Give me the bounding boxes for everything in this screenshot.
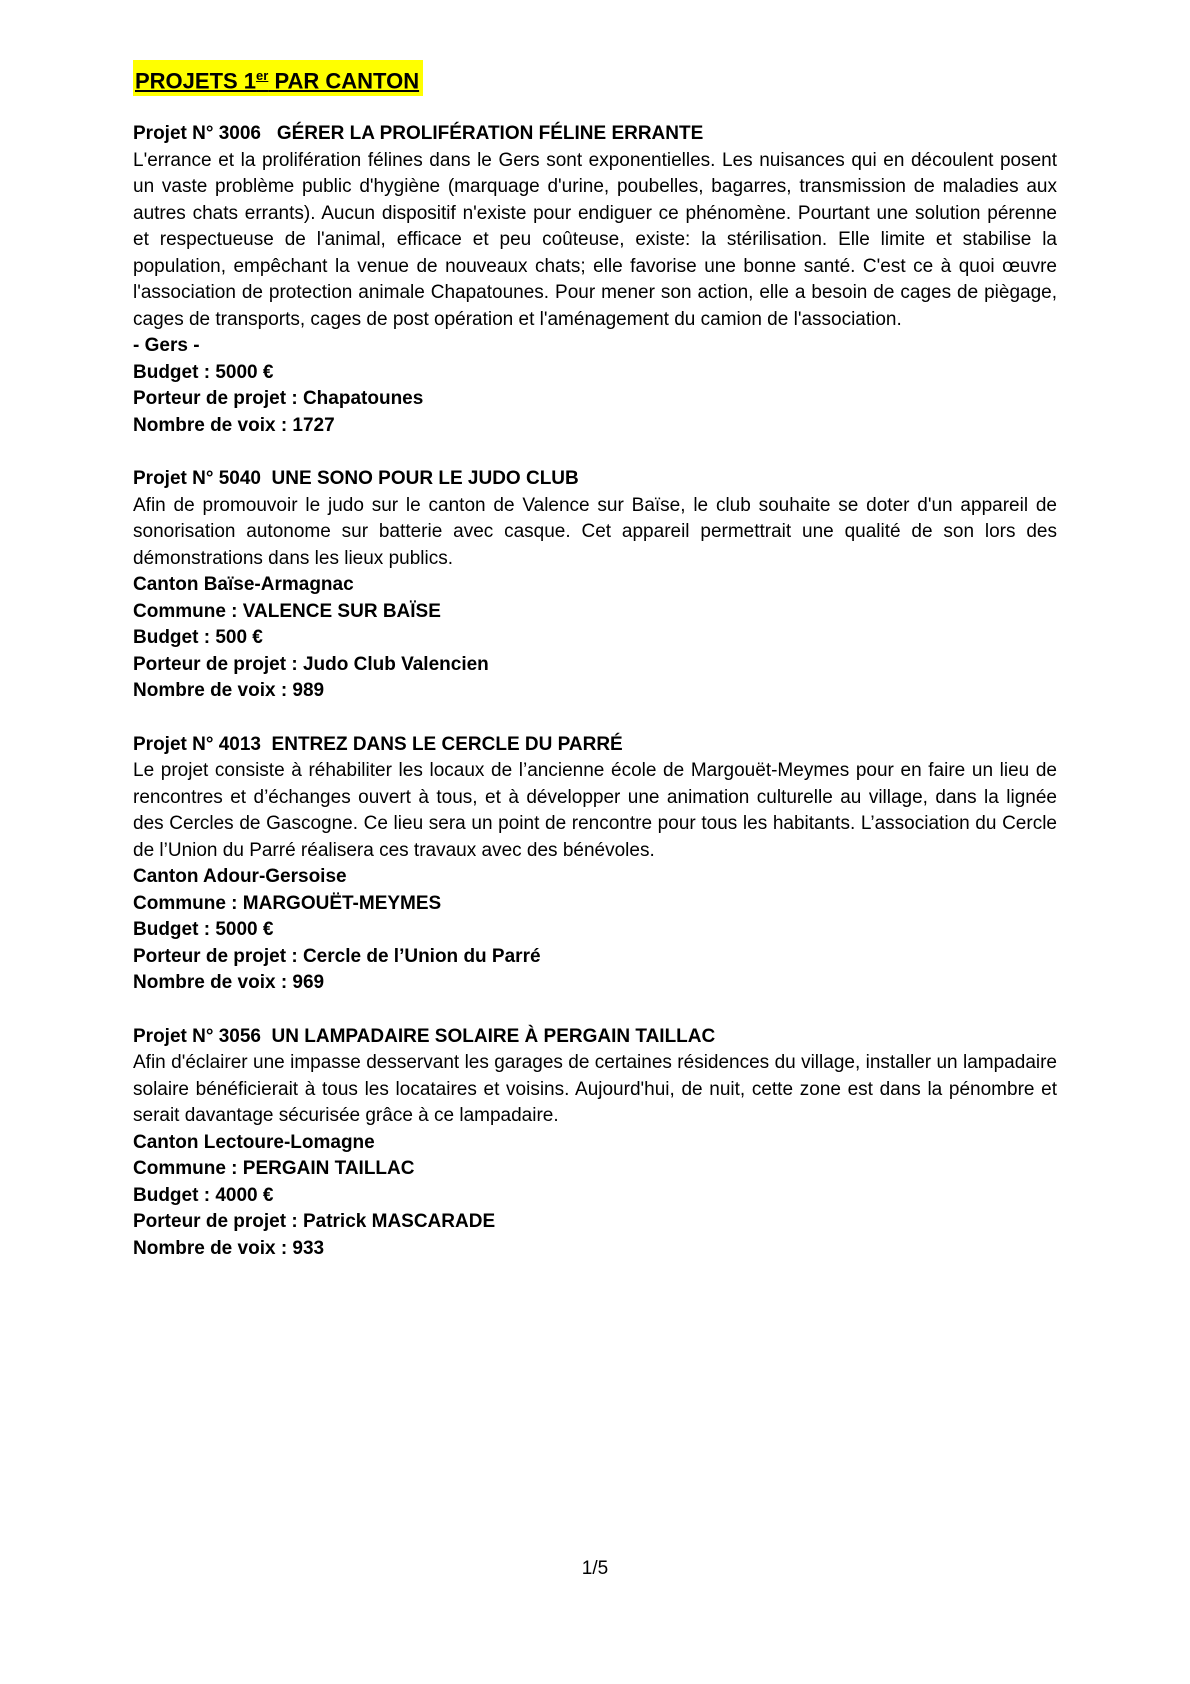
project-description: L'errance et la prolifération félines dans le Gers sont exponentielles. Les nuisances qui en découlent posent un vaste problème public d'hygiène (marquage d'urine, poubelles, bagarres, transmission de maladies aux autres chats errants). Aucun dispositif n'existe pour endiguer ce phénomène. Pourtant une solution pérenne et respectueuse de l'animal, efficace et peu coûteuse, existe: la stérilisation. Elle limite et stabilise la population, empêchant la venue de nouveaux chats; elle favorise une bonne santé. C'est ce à quoi œuvre l'association de protection animale Chapatounes. Pour mener son action, elle a besoin de cages de piègage, cages de transports, cages de post opération et l'aménagement du camion de l'association.: [133, 149, 1057, 330]
project-location-line: - Gers -: [133, 335, 200, 357]
page-number: 1/5: [581, 1558, 609, 1579]
project-budget-line: Budget : 5000 €: [133, 361, 274, 383]
project-commune-line: Commune : MARGOUËT-MEYMES: [133, 892, 442, 914]
project-budget-line: Budget : 500 €: [133, 627, 263, 649]
project-section-3006: [133, 121, 1057, 439]
project-description: Afin de promouvoir le judo sur le canton de Valence sur Baïse, le club souhaite se doter d'un appareil de sonorisation autonome sur batterie avec casque. Cet appareil permettrait une qualité de son lors des démonstrations dans les lieux publics.: [133, 494, 1057, 569]
project-commune-line: Commune : VALENCE SUR BAÏSE: [133, 600, 441, 622]
project-description: Le projet consiste à réhabiliter les locaux de l’ancienne école de Margouët-Meymes pour en faire un lieu de rencontres et d’échanges ouvert à tous, et à développer une animation culturelle au village, dans la lignée des Cercles de Gascogne. Ce lieu sera un point de rencontre pour tous les habitants. L’association du Cercle de l’Union du Parré réalisera ces travaux avec des bénévoles.: [133, 760, 1057, 861]
project-heading: Projet N° 3056 UN LAMPADAIRE SOLAIRE À PERGAIN TAILLAC: [133, 1025, 716, 1047]
project-section-5040: [133, 466, 1057, 705]
project-votes-line: Nombre de voix : 933: [133, 1237, 325, 1259]
project-commune-line: Commune : PERGAIN TAILLAC: [133, 1158, 415, 1180]
project-heading: Projet N° 4013 ENTREZ DANS LE CERCLE DU PARRÉ: [133, 733, 623, 755]
project-budget-line: Budget : 4000 €: [133, 1184, 274, 1206]
document-title: [133, 60, 423, 96]
title-row: [133, 60, 1057, 96]
project-votes-line: Nombre de voix : 989: [133, 680, 325, 702]
project-heading: Projet N° 3006 GÉRER LA PROLIFÉRATION FÉLINE ERRANTE: [133, 123, 704, 145]
project-heading: Projet N° 5040 UNE SONO POUR LE JUDO CLUB: [133, 468, 579, 490]
project-carrier-line: Porteur de projet : Chapatounes: [133, 388, 424, 410]
project-carrier-line: Porteur de projet : Cercle de l’Union du Parré: [133, 945, 541, 967]
project-carrier-line: Porteur de projet : Judo Club Valencien: [133, 653, 489, 675]
page-content: [133, 60, 1057, 1262]
project-description: Afin d'éclairer une impasse desservant les garages de certaines résidences du village, installer un lampadaire solaire bénéficierait à tous les locataires et voisins. Aujourd'hui, de nuit, cette zone est dans la pénombre et serait davantage sécurisée grâce à ce lampadaire.: [133, 1052, 1057, 1127]
project-votes-line: Nombre de voix : 969: [133, 972, 325, 994]
document-title-superscript: er: [256, 68, 269, 83]
project-budget-line: Budget : 5000 €: [133, 919, 274, 941]
project-carrier-line: Porteur de projet : Patrick MASCARADE: [133, 1211, 496, 1233]
project-section-3056: [133, 1024, 1057, 1263]
document-title-prefix: PROJETS 1: [135, 68, 257, 94]
project-canton-line: Canton Lectoure-Lomagne: [133, 1131, 375, 1153]
project-canton-line: Canton Adour-Gersoise: [133, 866, 347, 888]
project-section-4013: [133, 732, 1057, 997]
document-title-suffix: PAR CANTON: [268, 68, 420, 94]
project-votes-line: Nombre de voix : 1727: [133, 414, 335, 436]
project-canton-line: Canton Baïse-Armagnac: [133, 574, 354, 596]
